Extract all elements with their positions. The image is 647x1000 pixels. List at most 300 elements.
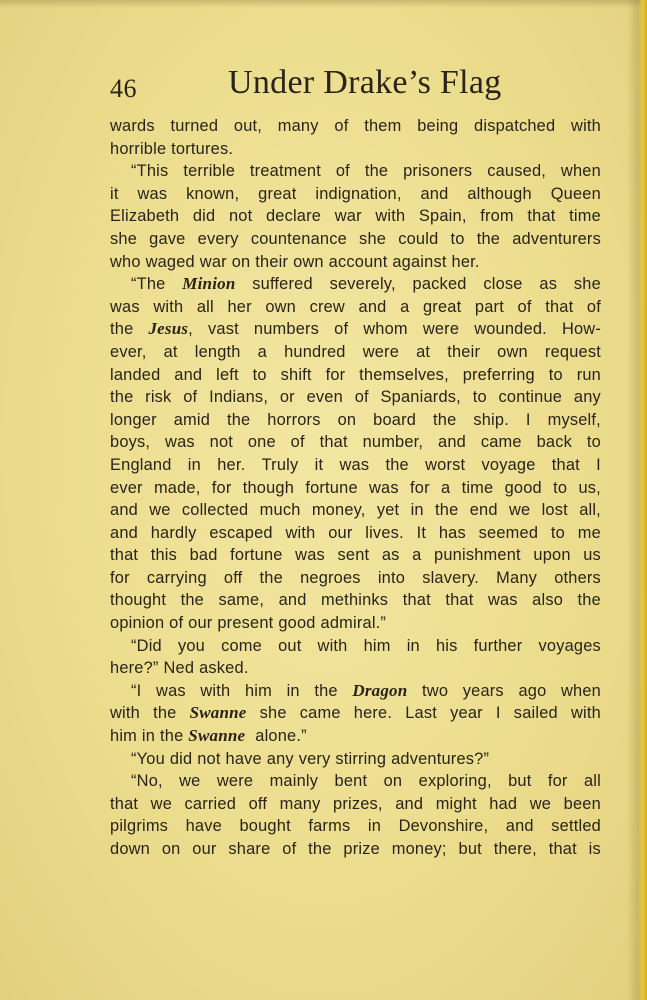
word: with xyxy=(375,207,406,226)
word: “This xyxy=(131,162,169,181)
word: this xyxy=(150,546,178,565)
word: it xyxy=(314,455,324,474)
text-line xyxy=(110,160,601,183)
word: have xyxy=(225,749,262,768)
word: is xyxy=(588,840,601,858)
word: asked. xyxy=(199,659,249,678)
text-line xyxy=(110,477,601,500)
word: continue xyxy=(498,388,563,407)
word: him xyxy=(110,727,138,746)
word: treatment xyxy=(249,162,321,181)
word: slavery. xyxy=(422,568,480,587)
word: yet xyxy=(376,501,400,520)
word: war xyxy=(334,207,362,226)
word: farms xyxy=(308,817,351,836)
word: myself, xyxy=(547,410,601,429)
word: horrors xyxy=(267,410,321,429)
word: all xyxy=(583,772,601,791)
word: to xyxy=(450,229,465,248)
word: punishment xyxy=(434,546,521,565)
word: had xyxy=(489,794,518,813)
word: number, xyxy=(362,433,424,452)
word: length xyxy=(194,342,241,361)
word: own xyxy=(293,252,324,271)
word: further xyxy=(473,636,523,655)
text-line xyxy=(110,635,601,658)
word: on xyxy=(337,410,357,429)
word: to xyxy=(550,523,565,542)
word: great xyxy=(258,184,297,203)
word: own xyxy=(497,342,528,361)
word: there, xyxy=(493,840,537,858)
word: present xyxy=(217,614,274,633)
word: years xyxy=(462,681,504,700)
word: her. xyxy=(451,252,480,271)
word: with xyxy=(285,523,316,542)
word: the xyxy=(314,681,338,700)
word: we xyxy=(150,794,173,813)
italic-word: Jesus xyxy=(148,319,189,339)
word: hardly xyxy=(150,523,197,542)
word: our xyxy=(328,523,353,542)
italic-word: Swanne xyxy=(188,726,246,746)
word: that xyxy=(548,840,577,858)
word: and xyxy=(358,297,387,316)
word: off xyxy=(223,568,243,587)
word: much xyxy=(259,501,301,520)
word: against xyxy=(392,252,447,271)
word: wards xyxy=(110,117,155,135)
word: adventures?” xyxy=(391,749,490,768)
word: amid xyxy=(173,410,211,429)
word: was xyxy=(369,478,399,497)
text-line xyxy=(110,115,601,138)
word: It xyxy=(416,523,427,542)
word: were xyxy=(362,342,400,361)
word: or xyxy=(279,388,295,407)
word: the xyxy=(153,704,177,723)
word: that xyxy=(445,591,474,610)
word: in xyxy=(406,636,420,655)
word: as xyxy=(381,546,400,565)
word: down xyxy=(110,840,150,858)
word: money, xyxy=(311,501,366,520)
word: Spain, xyxy=(418,207,467,226)
word: own xyxy=(265,297,296,316)
word: request xyxy=(544,342,601,361)
word: the xyxy=(110,320,134,339)
word: has xyxy=(438,523,466,542)
word: to xyxy=(586,433,601,452)
word: Indians, xyxy=(209,388,269,407)
word: it xyxy=(110,184,119,203)
word: fortune xyxy=(305,478,358,497)
word: who xyxy=(110,252,141,271)
word: escaped xyxy=(209,523,273,542)
word: voyage xyxy=(481,455,536,474)
word: lives. xyxy=(365,523,404,542)
word: in xyxy=(187,455,201,474)
word: alone.” xyxy=(255,727,307,746)
word: time xyxy=(461,478,494,497)
text-line xyxy=(110,770,601,793)
word: bought xyxy=(239,817,291,836)
word: her. xyxy=(217,455,246,474)
word: him xyxy=(244,681,272,700)
text-line xyxy=(110,748,601,771)
word: and xyxy=(278,591,307,610)
text-line xyxy=(110,296,601,319)
italic-word: Dragon xyxy=(352,680,408,700)
word: we xyxy=(149,501,171,520)
word: methinks xyxy=(321,591,389,610)
word: packed xyxy=(412,275,467,294)
word: our xyxy=(188,614,213,633)
text-line xyxy=(110,251,601,274)
word: to xyxy=(252,365,267,384)
word: prisoners xyxy=(403,162,473,181)
word: of xyxy=(334,320,349,339)
text-line xyxy=(110,341,601,364)
word: come xyxy=(221,636,262,655)
word: Many xyxy=(496,568,538,587)
body-text xyxy=(110,115,601,861)
word: at xyxy=(163,342,178,361)
word: left xyxy=(216,365,239,384)
text-line xyxy=(110,431,601,454)
text-line xyxy=(110,454,601,477)
word: boys, xyxy=(110,433,151,452)
word: two xyxy=(422,681,449,700)
word: you xyxy=(177,636,205,655)
word: numbers xyxy=(253,320,320,339)
text-line xyxy=(110,657,601,680)
word: was xyxy=(156,681,186,700)
word: the xyxy=(160,727,184,746)
word: declare xyxy=(265,207,322,226)
word: a xyxy=(441,478,451,497)
word xyxy=(188,725,250,748)
word: “No, xyxy=(131,772,163,791)
word: them xyxy=(364,117,402,135)
word: could xyxy=(398,229,439,248)
word: turned xyxy=(170,117,219,135)
word: from xyxy=(480,207,514,226)
word: been xyxy=(563,794,601,813)
word: but xyxy=(508,772,532,791)
word: tortures. xyxy=(171,139,234,158)
word: part xyxy=(474,297,504,316)
word: thought xyxy=(110,591,167,610)
word: the xyxy=(364,162,389,181)
word: the xyxy=(433,410,457,429)
word: not xyxy=(209,433,234,452)
word: waged xyxy=(145,252,195,271)
word: the xyxy=(435,501,459,520)
word: she xyxy=(259,704,287,723)
word: that xyxy=(110,546,139,565)
word: to xyxy=(548,365,563,384)
word: “I xyxy=(131,681,142,700)
word: bad xyxy=(189,546,218,565)
word: the xyxy=(110,388,134,407)
word: wounded. xyxy=(474,320,547,339)
word: Ned xyxy=(163,659,195,678)
word: vast xyxy=(207,320,239,339)
word: settled xyxy=(551,817,601,836)
text-line xyxy=(110,544,601,567)
text-line xyxy=(110,838,601,861)
word: a xyxy=(400,297,410,316)
word: into xyxy=(377,568,406,587)
word: fortune xyxy=(230,546,283,565)
word: board xyxy=(373,410,417,429)
word: in xyxy=(141,727,156,746)
word: but xyxy=(458,840,482,858)
word: the xyxy=(180,591,204,610)
word: opinion xyxy=(110,614,165,633)
word: prizes, xyxy=(333,794,383,813)
word: war xyxy=(199,252,227,271)
word: all xyxy=(196,297,214,316)
word: with xyxy=(200,681,231,700)
word: and xyxy=(110,523,138,542)
word: of xyxy=(282,840,297,858)
word: close xyxy=(483,275,523,294)
word: made, xyxy=(153,478,201,497)
word: great xyxy=(422,297,462,316)
word: of xyxy=(354,388,369,407)
word: the xyxy=(476,229,501,248)
text-line xyxy=(110,793,601,816)
word: came xyxy=(480,433,522,452)
word: was xyxy=(339,455,370,474)
page-top-shadow xyxy=(0,0,647,8)
word: she xyxy=(110,229,138,248)
text-line xyxy=(110,612,601,635)
word: money; xyxy=(391,840,447,858)
word: was xyxy=(137,184,168,203)
word: time xyxy=(569,207,601,226)
word: she xyxy=(573,275,601,294)
word: the xyxy=(308,840,332,858)
word: we xyxy=(529,794,552,813)
word: she xyxy=(359,229,387,248)
word: one xyxy=(247,433,276,452)
word: a xyxy=(412,546,422,565)
word: sailed xyxy=(513,704,558,723)
word: admiral.” xyxy=(320,614,387,633)
word: for xyxy=(547,772,568,791)
word: also xyxy=(532,591,564,610)
word: me xyxy=(577,523,601,542)
word: worst xyxy=(425,455,466,474)
word: others xyxy=(554,568,601,587)
word: indignation, xyxy=(315,184,402,203)
word: pilgrims xyxy=(110,817,169,836)
word: seemed xyxy=(478,523,539,542)
word: was xyxy=(487,591,518,610)
word: dispatched xyxy=(474,117,556,135)
word: of xyxy=(517,297,532,316)
word: every xyxy=(197,229,239,248)
text-line xyxy=(110,815,601,838)
word: his xyxy=(435,636,458,655)
word: us, xyxy=(578,478,601,497)
word: of xyxy=(586,297,601,316)
word: off xyxy=(248,794,268,813)
word: lost xyxy=(541,501,568,520)
word: I xyxy=(596,455,601,474)
word: any xyxy=(266,749,294,768)
word: that xyxy=(110,794,139,813)
word: hundred xyxy=(284,342,346,361)
word: carrying xyxy=(146,568,207,587)
italic-word: Minion xyxy=(182,274,236,294)
text-line xyxy=(110,680,601,703)
word: was xyxy=(110,297,140,316)
word: we xyxy=(508,501,531,520)
word: that xyxy=(527,207,556,226)
word: out xyxy=(278,636,302,655)
word: a xyxy=(257,342,267,361)
word: here?” xyxy=(110,659,159,678)
word: we xyxy=(179,772,201,791)
page-number: 46 xyxy=(110,74,137,103)
word: was xyxy=(165,433,195,452)
word: and xyxy=(438,433,466,452)
word: many xyxy=(277,117,319,135)
text-line xyxy=(110,183,601,206)
word: share xyxy=(228,840,271,858)
word: severely, xyxy=(329,275,396,294)
text-line xyxy=(110,409,601,432)
word: shift xyxy=(280,365,312,384)
text-line xyxy=(110,567,601,590)
italic-word: Swanne xyxy=(189,703,247,723)
text-line xyxy=(110,273,601,296)
word: Last xyxy=(405,704,438,723)
text-line xyxy=(110,318,601,341)
word: Spaniards, xyxy=(380,388,461,407)
text-line xyxy=(110,386,601,409)
word: caused, xyxy=(487,162,547,181)
word: though xyxy=(242,478,295,497)
word: prize xyxy=(343,840,380,858)
word xyxy=(190,702,247,725)
word: Queen xyxy=(550,184,601,203)
word xyxy=(352,680,407,703)
word: run xyxy=(576,365,601,384)
word: with xyxy=(571,117,601,135)
word: with xyxy=(317,636,348,655)
word: being xyxy=(417,117,459,135)
word: risk xyxy=(145,388,172,407)
word: at xyxy=(416,342,431,361)
word: many xyxy=(279,794,321,813)
word: on xyxy=(383,772,403,791)
word: on xyxy=(161,840,181,858)
text-line xyxy=(110,589,601,612)
word: ship. xyxy=(473,410,509,429)
word: for xyxy=(211,478,232,497)
word xyxy=(182,273,235,296)
word: very xyxy=(298,749,331,768)
word: I xyxy=(495,704,501,723)
word: Truly xyxy=(261,455,299,474)
word: and xyxy=(505,817,534,836)
word: even xyxy=(306,388,343,407)
word: might xyxy=(435,794,477,813)
word: in xyxy=(367,817,382,836)
word: with xyxy=(570,704,601,723)
word: on xyxy=(231,252,251,271)
word: to xyxy=(472,388,487,407)
word: have xyxy=(185,817,222,836)
text-line xyxy=(110,138,601,161)
word: How- xyxy=(561,320,601,339)
word: as xyxy=(539,275,558,294)
word: were xyxy=(216,772,254,791)
word: preferring xyxy=(462,365,535,384)
word: collected xyxy=(181,501,249,520)
word: Jesus, xyxy=(148,319,193,339)
text-line xyxy=(110,205,601,228)
word: landed xyxy=(110,365,161,384)
word: with xyxy=(110,704,140,723)
word: themselves, xyxy=(359,365,449,384)
word: carried xyxy=(184,794,237,813)
word: I xyxy=(525,410,531,429)
word: for xyxy=(325,365,346,384)
word: in xyxy=(410,501,424,520)
word: mainly xyxy=(269,772,319,791)
word: voyages xyxy=(538,636,601,655)
word: terrible xyxy=(183,162,236,181)
word: were xyxy=(422,320,460,339)
word: although xyxy=(467,184,532,203)
word: any xyxy=(573,388,601,407)
word: and xyxy=(110,501,138,520)
word: back xyxy=(536,433,572,452)
word: account xyxy=(328,252,388,271)
word: and xyxy=(420,184,449,203)
word: was xyxy=(295,546,325,565)
word: when xyxy=(561,681,601,700)
word: with xyxy=(153,297,184,316)
word: not xyxy=(197,749,221,768)
page-right-edge xyxy=(627,0,647,1000)
word: the xyxy=(259,568,283,587)
word: sent xyxy=(337,546,370,565)
word: stirring xyxy=(335,749,387,768)
page-header xyxy=(110,62,600,112)
word: good xyxy=(504,478,542,497)
word: did xyxy=(192,207,216,226)
word: suffered xyxy=(252,275,313,294)
word: and xyxy=(395,794,424,813)
word: when xyxy=(560,162,601,181)
word: to xyxy=(553,478,568,497)
word: of xyxy=(290,433,305,452)
text-line xyxy=(110,364,601,387)
text-line xyxy=(110,702,601,725)
text-line xyxy=(110,499,601,522)
word: ever xyxy=(110,478,143,497)
word: of xyxy=(335,162,350,181)
word: year xyxy=(450,704,483,723)
word: “The xyxy=(131,275,166,294)
